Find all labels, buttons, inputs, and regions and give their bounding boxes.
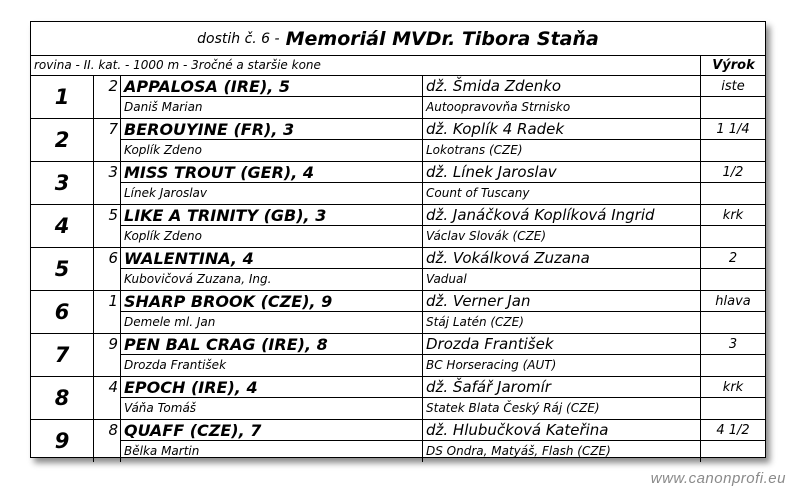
owner-name: BC Horseracing (AUT) bbox=[422, 355, 700, 376]
race-number: dostih č. 6 - bbox=[197, 30, 280, 47]
watermark: www.canonprofi.eu bbox=[650, 470, 786, 487]
horse-name: WALENTINA, 4 bbox=[120, 248, 422, 269]
trainer-name: Bělka Martin bbox=[120, 441, 422, 462]
finish-position: 8 bbox=[31, 377, 94, 419]
jockey-name: dž. Verner Jan bbox=[422, 291, 700, 312]
margin-spacer bbox=[700, 441, 765, 462]
saddle-number: 2 bbox=[108, 77, 118, 95]
owner-name: DS Ondra, Matyáš, Flash (CZE) bbox=[422, 441, 700, 462]
jockey-name: dž. Šafář Jaromír bbox=[422, 377, 700, 398]
trainer-name: Kubovičová Zuzana, Ing. bbox=[120, 269, 422, 290]
saddle-number: 8 bbox=[108, 421, 118, 439]
horse-name: PEN BAL CRAG (IRE), 8 bbox=[120, 334, 422, 355]
saddle-number: 1 bbox=[108, 292, 118, 310]
owner-name: Lokotrans (CZE) bbox=[422, 140, 700, 161]
saddle-number: 3 bbox=[108, 163, 118, 181]
result-row bbox=[31, 334, 765, 377]
result-row bbox=[31, 205, 765, 248]
winning-margin: 1 1/4 bbox=[700, 119, 765, 140]
saddle-number: 7 bbox=[108, 120, 118, 138]
winning-margin: iste bbox=[700, 76, 765, 97]
result-row bbox=[31, 119, 765, 162]
race-name: Memoriál MVDr. Tibora Staňa bbox=[285, 27, 599, 50]
winning-margin: 2 bbox=[700, 248, 765, 269]
finish-position: 2 bbox=[31, 119, 94, 161]
horse-name: MISS TROUT (GER), 4 bbox=[120, 162, 422, 183]
jockey-name: dž. Vokálková Zuzana bbox=[422, 248, 700, 269]
margin-spacer bbox=[700, 312, 765, 333]
margin-spacer bbox=[700, 183, 765, 204]
jockey-name: dž. Koplík 4 Radek bbox=[422, 119, 700, 140]
trainer-name: Demele ml. Jan bbox=[120, 312, 422, 333]
saddle-number: 4 bbox=[108, 378, 118, 396]
jockey-name: dž. Línek Jaroslav bbox=[422, 162, 700, 183]
trainer-name: Koplík Zdeno bbox=[120, 226, 422, 247]
result-row bbox=[31, 377, 765, 420]
horse-name: QUAFF (CZE), 7 bbox=[120, 420, 422, 441]
finish-position: 9 bbox=[31, 420, 94, 462]
margin-spacer bbox=[700, 140, 765, 161]
horse-name: SHARP BROOK (CZE), 9 bbox=[120, 291, 422, 312]
winning-margin: krk bbox=[700, 377, 765, 398]
saddle-number: 9 bbox=[108, 335, 118, 353]
margin-spacer bbox=[700, 226, 765, 247]
winning-margin: krk bbox=[700, 205, 765, 226]
saddle-number: 6 bbox=[108, 249, 118, 267]
winning-margin: 4 1/2 bbox=[700, 420, 765, 441]
jockey-name: dž. Šmida Zdenko bbox=[422, 76, 700, 97]
margin-spacer bbox=[700, 398, 765, 419]
horse-name: BEROUYINE (FR), 3 bbox=[120, 119, 422, 140]
race-title bbox=[31, 22, 765, 56]
finish-position: 1 bbox=[31, 76, 94, 118]
horse-name: APPALOSA (IRE), 5 bbox=[120, 76, 422, 97]
result-row bbox=[31, 420, 765, 462]
horse-name: LIKE A TRINITY (GB), 3 bbox=[120, 205, 422, 226]
margin-column-header: Výrok bbox=[700, 55, 766, 75]
result-row bbox=[31, 291, 765, 334]
owner-name: Vadual bbox=[422, 269, 700, 290]
finish-position: 6 bbox=[31, 291, 94, 333]
margin-spacer bbox=[700, 355, 765, 376]
finish-position: 4 bbox=[31, 205, 94, 247]
owner-name: Autoopravovňa Strnisko bbox=[422, 97, 700, 118]
owner-name: Stáj Latén (CZE) bbox=[422, 312, 700, 333]
trainer-name: Koplík Zdeno bbox=[120, 140, 422, 161]
finish-position: 3 bbox=[31, 162, 94, 204]
finish-position: 5 bbox=[31, 248, 94, 290]
jockey-name: Drozda František bbox=[422, 334, 700, 355]
result-row bbox=[31, 248, 765, 291]
margin-spacer bbox=[700, 269, 765, 290]
jockey-name: dž. Janáčková Koplíková Ingrid bbox=[422, 205, 700, 226]
saddle-number: 5 bbox=[108, 206, 118, 224]
result-row bbox=[31, 76, 765, 119]
owner-name: Count of Tuscany bbox=[422, 183, 700, 204]
trainer-name: Línek Jaroslav bbox=[120, 183, 422, 204]
horse-name: EPOCH (IRE), 4 bbox=[120, 377, 422, 398]
winning-margin: 1/2 bbox=[700, 162, 765, 183]
jockey-name: dž. Hlubučková Kateřina bbox=[422, 420, 700, 441]
race-conditions: rovina - II. kat. - 1000 m - 3ročné a staršie kone bbox=[34, 58, 321, 72]
margin-spacer bbox=[700, 97, 765, 118]
owner-name: Statek Blata Český Ráj (CZE) bbox=[422, 398, 700, 419]
race-conditions-row bbox=[31, 55, 765, 76]
owner-name: Václav Slovák (CZE) bbox=[422, 226, 700, 247]
winning-margin: 3 bbox=[700, 334, 765, 355]
result-row bbox=[31, 162, 765, 205]
trainer-name: Váňa Tomáš bbox=[120, 398, 422, 419]
finish-position: 7 bbox=[31, 334, 94, 376]
results-rows bbox=[31, 76, 765, 462]
winning-margin: hlava bbox=[700, 291, 765, 312]
trainer-name: Drozda František bbox=[120, 355, 422, 376]
results-table bbox=[30, 21, 766, 458]
trainer-name: Daniš Marian bbox=[120, 97, 422, 118]
